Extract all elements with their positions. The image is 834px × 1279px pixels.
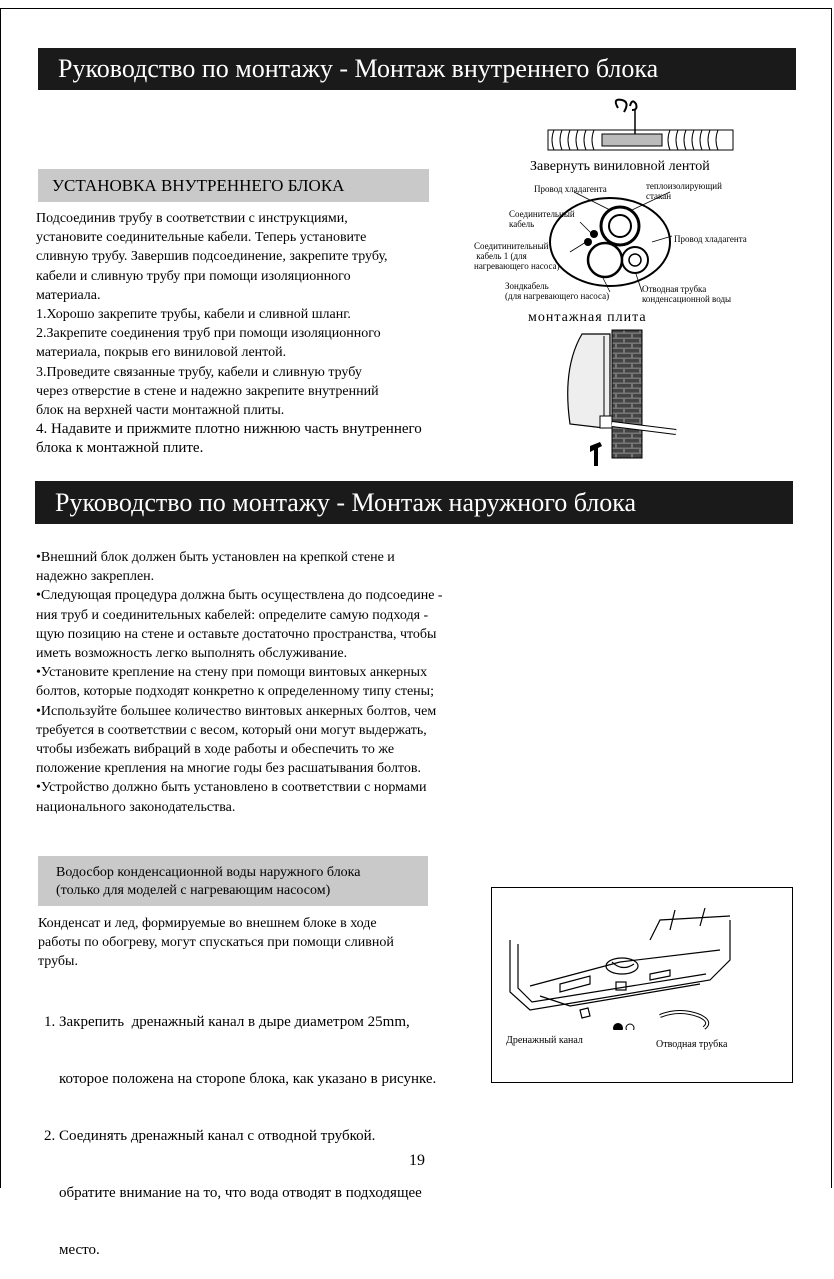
text-line: работы по обогреву, могут спускаться при помощи сливной: [38, 935, 394, 951]
label-refrigerant-wire-2: Провод хладагента: [674, 234, 747, 244]
label-drain-tube-outdoor: Отводная трубка: [656, 1039, 728, 1050]
text-line: положение крепления на многие годы без расшатывания болтов.: [36, 761, 421, 777]
text-line: через отверстие в стене и надежно закрепите внутренний: [36, 383, 379, 399]
wrap-caption: Завернуть виниловной лентой: [530, 159, 710, 174]
text-line: блока к монтажной плите.: [36, 440, 204, 457]
outdoor-instructions: [36, 548, 443, 817]
text-line: иметь возможность легко выполнять обслуживание.: [36, 646, 348, 662]
subheading-line: (только для моделей с нагревающим насосом): [56, 883, 331, 898]
text-line: •Следующая процедура должна быть осуществлена до подсоедине -: [36, 588, 443, 604]
label-drain-channel: Дренажный канал: [506, 1035, 583, 1046]
label-connecting-cable: Соединительный кабель: [509, 209, 575, 229]
subheading-text: УСТАНОВКА ВНУТРЕННЕГО БЛОКА: [52, 176, 345, 195]
condensate-intro: [38, 914, 394, 972]
text-line: обратите внимание на то, что вода отводят в подходящее: [44, 1185, 422, 1201]
text-line: сливную трубу. Завершив подсоединение, закрепите трубу,: [36, 249, 388, 265]
text-line: 3.Проведите связанные трубу, кабели и сливную трубу: [36, 364, 362, 380]
text-line: 4. Надавите и прижмите плотно нижнюю часть внутреннего: [36, 421, 422, 438]
indoor-unit-wall-illustration: [560, 328, 690, 468]
text-line: установите соединительные кабели. Теперь установите: [36, 230, 367, 246]
label-insulating-cup: теплоизолирующий стакан: [646, 181, 722, 201]
text-line: болтов, которые подходят конкретно к определенному типу стены;: [36, 684, 434, 700]
text-line: материала, покрыв его виниловой лентой.: [36, 345, 287, 361]
mounting-plate-caption: монтажная плита: [528, 310, 647, 325]
outdoor-unit-base-illustration: [500, 900, 780, 1030]
section-title-outdoor: Руководство по монтажу - Монтаж наружного блока: [35, 481, 793, 524]
text-line: требуется в соответствии с весом, который они могут выдержать,: [36, 722, 427, 738]
condensate-steps: [44, 975, 436, 1279]
text-line: щую позицию на стене и оставьте достаточно пространства, чтобы: [36, 626, 437, 642]
text-line: кабели и сливную трубу при помощи изоляционного: [36, 268, 351, 284]
text-line: •Внешний блок должен быть установлен на крепкой стене и: [36, 550, 395, 565]
label-connecting-cable-1: Соедитинительный кабель 1 (для нагревающего насоса): [474, 241, 560, 271]
text-line: которое положена на сторone блока, как указано в рисунке.: [44, 1071, 437, 1087]
subheading-condensate-drain: [38, 856, 428, 906]
text-line: национального законодательства.: [36, 799, 236, 815]
subheading-line: Водосбор конденсационной воды наружного блока: [56, 865, 361, 880]
page-number: 19: [409, 1152, 425, 1169]
text-line: ния труб и соединительных кабелей: определите самую подходя -: [36, 607, 429, 623]
text-line: место.: [44, 1242, 100, 1258]
label-drain-tube: Отводная трубка конденсационной воды: [642, 284, 732, 304]
wrapped-pipe-illustration: [540, 96, 740, 156]
text-line: 2.Закрепите соединения труб при помощи изоляционного: [36, 326, 381, 342]
subheading-indoor-install: [38, 169, 429, 202]
label-probe-cable: Зондкабель (для нагревающего насоса): [505, 281, 610, 301]
text-line: Конденсат и лед, формируемые во внешнем блоке в ходе: [38, 916, 377, 931]
text-line: чтобы избежать вибраций в ходе работы и обеспечить то же: [36, 742, 395, 758]
text-line: трубы.: [38, 954, 78, 970]
text-line: Подсоединив трубу в соответствии с инструкциями,: [36, 211, 348, 226]
text-line: 2. Соединять дренажный канал с отводной трубкой.: [44, 1128, 376, 1144]
text-line: блок на верхней части монтажной плиты.: [36, 403, 285, 419]
text-line: 1.Хорошо закрепите трубы, кабели и сливной шланг.: [36, 307, 351, 323]
indoor-instructions: [36, 209, 422, 459]
section-title-indoor: Руководство по монтажу - Монтаж внутреннего блока: [38, 48, 796, 90]
label-refrigerant-wire-1: Провод хладагента: [534, 184, 607, 194]
text-line: •Установите крепление на стену при помощи винтовых анкерных: [36, 665, 428, 681]
text-line: •Устройство должно быть установлено в соответствии с нормами: [36, 780, 427, 796]
text-line: надежно закреплен.: [36, 569, 155, 585]
text-line: материала.: [36, 287, 101, 303]
text-line: •Используйте большее количество винтовых анкерных болтов, чем: [36, 703, 437, 719]
text-line: 1. Закрепить дренажный канал в дыре диаметром 25mm,: [44, 1014, 410, 1030]
